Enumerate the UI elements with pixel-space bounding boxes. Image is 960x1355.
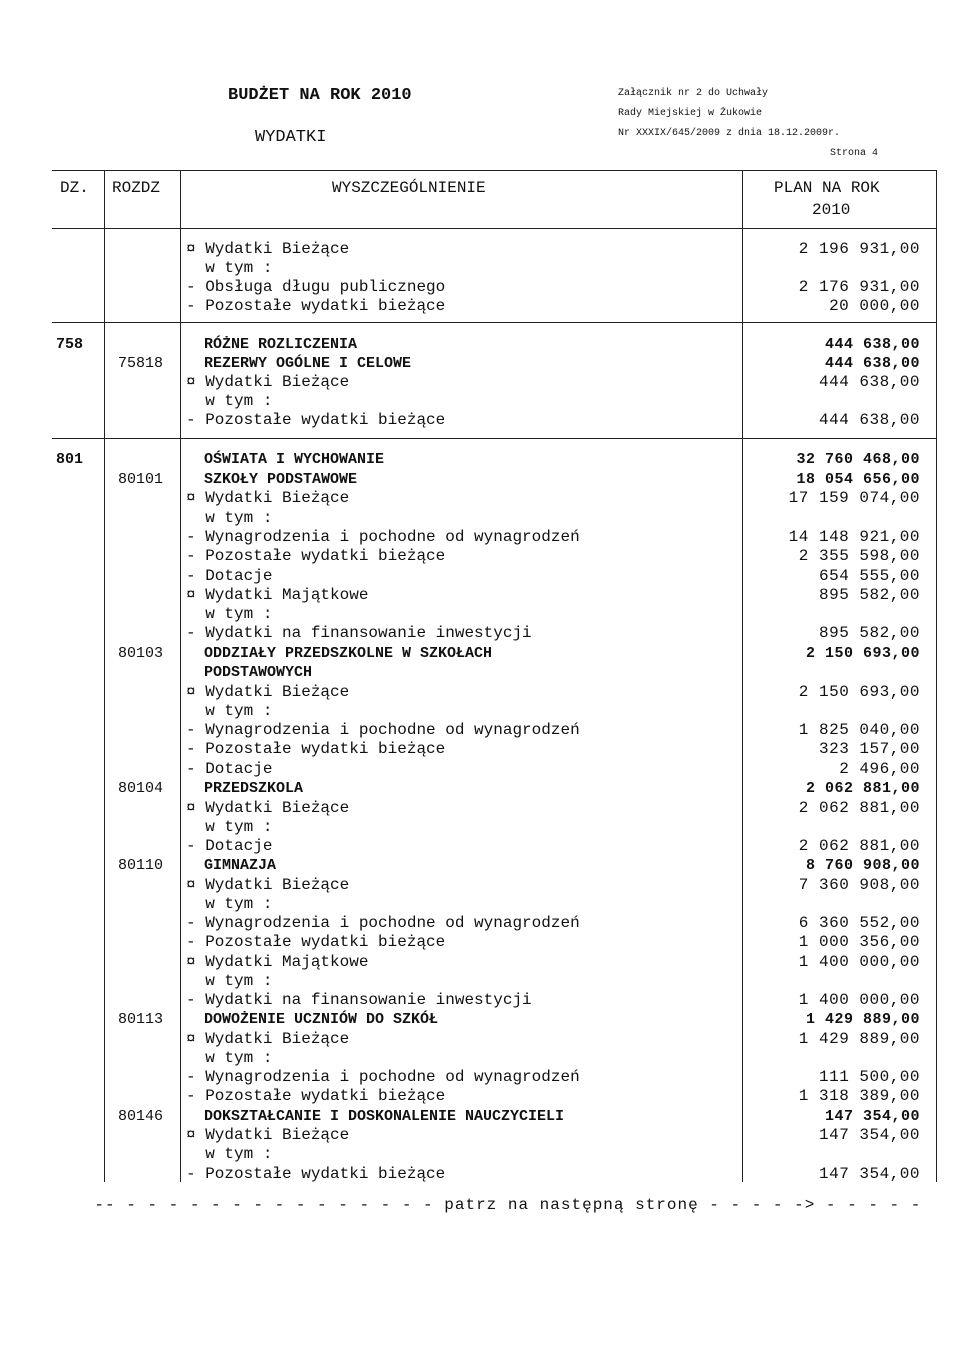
row-amount: 8 760 908,00 [805, 857, 920, 874]
row-description: - Wynagrodzenia i pochodne od wynagrodzeń [186, 528, 580, 546]
row-description: RÓŻNE ROZLICZENIA [186, 336, 358, 353]
table-row [0, 1126, 960, 1145]
row-amount: 20 000,00 [829, 297, 920, 315]
council-note: Rady Miejskiej w Żukowie [618, 108, 763, 119]
row-amount: 1 000 356,00 [798, 933, 920, 951]
table-row [0, 740, 960, 759]
table-row [0, 1087, 960, 1106]
row-description: DOWOŻENIE UCZNIÓW DO SZKÓŁ [186, 1011, 439, 1028]
table-row [0, 1145, 960, 1164]
footer-dashes [52, 1178, 940, 1232]
row-amount: 14 148 921,00 [788, 528, 920, 546]
table-row [0, 837, 960, 856]
row-description: - Dotacje [186, 837, 273, 855]
row-rozdz: 80104 [118, 780, 164, 797]
table-row [0, 509, 960, 528]
row-amount: 147 354,00 [818, 1126, 920, 1144]
row-description: - Pozostałe wydatki bieżące [186, 1165, 446, 1183]
table-row [0, 567, 960, 586]
row-description: PODSTAWOWYCH [186, 664, 313, 681]
section-divider-758 [52, 322, 936, 323]
table-row [0, 373, 960, 392]
row-amount: 2 355 598,00 [798, 547, 920, 565]
table-row [0, 1049, 960, 1068]
row-description: - Pozostałe wydatki bieżące [186, 740, 446, 758]
row-rozdz: 80146 [118, 1108, 164, 1125]
row-amount: 111 500,00 [818, 1068, 920, 1086]
row-amount: 17 159 074,00 [788, 489, 920, 507]
row-description: ¤ Wydatki Bieżące [186, 1126, 350, 1144]
row-description: - Pozostałe wydatki bieżące [186, 933, 446, 951]
row-amount: 2 062 881,00 [805, 780, 920, 797]
row-amount: 147 354,00 [818, 1165, 920, 1183]
row-dz: 801 [56, 451, 84, 468]
row-description: w tym : [186, 1145, 273, 1163]
table-row [0, 392, 960, 411]
table-row [0, 876, 960, 895]
table-row [0, 972, 960, 991]
table-row [0, 953, 960, 972]
table-row [0, 702, 960, 721]
table-row [0, 335, 960, 354]
column-plan-year: 2010 [812, 201, 851, 219]
row-description: w tym : [186, 972, 273, 990]
column-plan: PLAN NA ROK [774, 179, 880, 197]
budget-title: BUDŻET NA ROK 2010 [228, 86, 412, 105]
row-amount: 1 400 000,00 [798, 991, 920, 1009]
table-row [0, 683, 960, 702]
row-amount: 1 318 389,00 [798, 1087, 920, 1105]
table-row [0, 624, 960, 643]
row-amount: 1 400 000,00 [798, 953, 920, 971]
row-amount: 2 496,00 [839, 760, 920, 778]
row-description: - Obsługa długu publicznego [186, 278, 446, 296]
table-row [0, 914, 960, 933]
row-amount: 2 176 931,00 [798, 278, 920, 296]
table-row [0, 470, 960, 489]
row-description: w tym : [186, 895, 273, 913]
row-rozdz: 80113 [118, 1011, 164, 1028]
row-amount: 444 638,00 [824, 355, 920, 372]
table-row [0, 547, 960, 566]
table-row [0, 895, 960, 914]
row-description: w tym : [186, 818, 273, 836]
table-row [0, 1107, 960, 1126]
row-amount: 444 638,00 [818, 373, 920, 391]
resolution-note: Nr XXXIX/645/2009 z dnia 18.12.2009r. [618, 128, 841, 139]
row-description: ¤ Wydatki Majątkowe [186, 586, 369, 604]
row-description: w tym : [186, 392, 273, 410]
row-description: w tym : [186, 1049, 273, 1067]
table-row [0, 354, 960, 373]
row-amount: 654 555,00 [818, 567, 920, 585]
table-row [0, 799, 960, 818]
row-description: SZKOŁY PODSTAWOWE [186, 471, 358, 488]
table-header [52, 170, 936, 228]
row-description: ODDZIAŁY PRZEDSZKOLNE W SZKOŁACH [186, 645, 493, 662]
table-row [0, 1068, 960, 1087]
table-row [0, 933, 960, 952]
table-row [0, 411, 960, 430]
row-amount: 7 360 908,00 [798, 876, 920, 894]
annex-note: Załącznik nr 2 do Uchwały [618, 88, 769, 99]
table-row [0, 856, 960, 875]
row-description: - Wydatki na finansowanie inwestycji [186, 991, 532, 1009]
column-description: WYSZCZEGÓLNIENIE [332, 179, 486, 197]
row-amount: 1 429 889,00 [798, 1030, 920, 1048]
row-dz: 758 [56, 336, 84, 353]
row-description: - Dotacje [186, 760, 273, 778]
row-description: REZERWY OGÓLNE I CELOWE [186, 355, 412, 372]
row-description: ¤ Wydatki Bieżące [186, 683, 350, 701]
table-row [0, 528, 960, 547]
row-amount: 2 150 693,00 [805, 645, 920, 662]
row-amount: 32 760 468,00 [796, 451, 920, 468]
row-description: ¤ Wydatki Bieżące [186, 876, 350, 894]
table-row [0, 605, 960, 624]
row-description: - Pozostałe wydatki bieżące [186, 547, 446, 565]
row-description: - Wynagrodzenia i pochodne od wynagrodzeń [186, 914, 580, 932]
row-description: GIMNAZJA [186, 857, 277, 874]
row-amount: 895 582,00 [818, 586, 920, 604]
row-amount: 6 360 552,00 [798, 914, 920, 932]
row-description: PRZEDSZKOLA [186, 780, 304, 797]
row-description: ¤ Wydatki Bieżące [186, 799, 350, 817]
row-amount: 18 054 656,00 [796, 471, 920, 488]
row-description: DOKSZTAŁCANIE I DOSKONALENIE NAUCZYCIELI [186, 1108, 565, 1125]
table-row [0, 818, 960, 837]
column-dz: DZ. [60, 179, 89, 197]
row-description: - Dotacje [186, 567, 273, 585]
table-row [0, 297, 960, 316]
table-row [0, 644, 960, 663]
table-row [0, 991, 960, 1010]
row-description: - Pozostałe wydatki bieżące [186, 297, 446, 315]
table-row [0, 1030, 960, 1049]
row-description: - Pozostałe wydatki bieżące [186, 1087, 446, 1105]
table-row [0, 1010, 960, 1029]
row-amount: 444 638,00 [818, 411, 920, 429]
row-amount: 1 825 040,00 [798, 721, 920, 739]
row-description: - Wynagrodzenia i pochodne od wynagrodzeń [186, 721, 580, 739]
table-row [0, 450, 960, 469]
table-row [0, 663, 960, 682]
footer-continue-note: patrz na następną stronę [444, 1196, 699, 1214]
row-amount: 2 062 881,00 [798, 799, 920, 817]
row-description: ¤ Wydatki Bieżące [186, 240, 350, 258]
row-rozdz: 80101 [118, 471, 164, 488]
row-amount: 895 582,00 [818, 624, 920, 642]
row-amount: 2 196 931,00 [798, 240, 920, 258]
table-row [0, 586, 960, 605]
row-amount: 2 062 881,00 [798, 837, 920, 855]
row-description: - Pozostałe wydatki bieżące [186, 411, 446, 429]
table-row [0, 240, 960, 259]
table-row [0, 721, 960, 740]
row-rozdz: 80110 [118, 857, 164, 874]
row-amount: 1 429 889,00 [805, 1011, 920, 1028]
row-description: ¤ Wydatki Bieżące [186, 1030, 350, 1048]
row-description: OŚWIATA I WYCHOWANIE [186, 451, 385, 468]
header-bottom-border [52, 228, 936, 229]
row-rozdz: 75818 [118, 355, 164, 372]
page-number: Strona 4 [830, 148, 879, 159]
footer-left-dashes: -- - - - - - - - - - - - - - - - [94, 1196, 445, 1214]
row-amount: 444 638,00 [824, 336, 920, 353]
table-row [0, 278, 960, 297]
row-description: - Wydatki na finansowanie inwestycji [186, 624, 532, 642]
row-description: w tym : [186, 259, 273, 277]
column-rozdz: ROZDZ [112, 179, 161, 197]
table-row [0, 489, 960, 508]
row-description: ¤ Wydatki Bieżące [186, 489, 350, 507]
row-amount: 147 354,00 [824, 1108, 920, 1125]
row-description: - Wynagrodzenia i pochodne od wynagrodzeń [186, 1068, 580, 1086]
row-description: ¤ Wydatki Bieżące [186, 373, 350, 391]
row-amount: 2 150 693,00 [798, 683, 920, 701]
section-divider-801 [52, 438, 936, 439]
table-row [0, 259, 960, 278]
table-row [0, 779, 960, 798]
row-description: w tym : [186, 605, 273, 623]
row-amount: 323 157,00 [818, 740, 920, 758]
row-description: w tym : [186, 509, 273, 527]
table-row [0, 760, 960, 779]
row-rozdz: 80103 [118, 645, 164, 662]
section-title: WYDATKI [255, 128, 327, 147]
row-description: w tym : [186, 702, 273, 720]
row-description: ¤ Wydatki Majątkowe [186, 953, 369, 971]
footer-right-dashes: - - - - -> - - - - - [698, 1196, 922, 1214]
